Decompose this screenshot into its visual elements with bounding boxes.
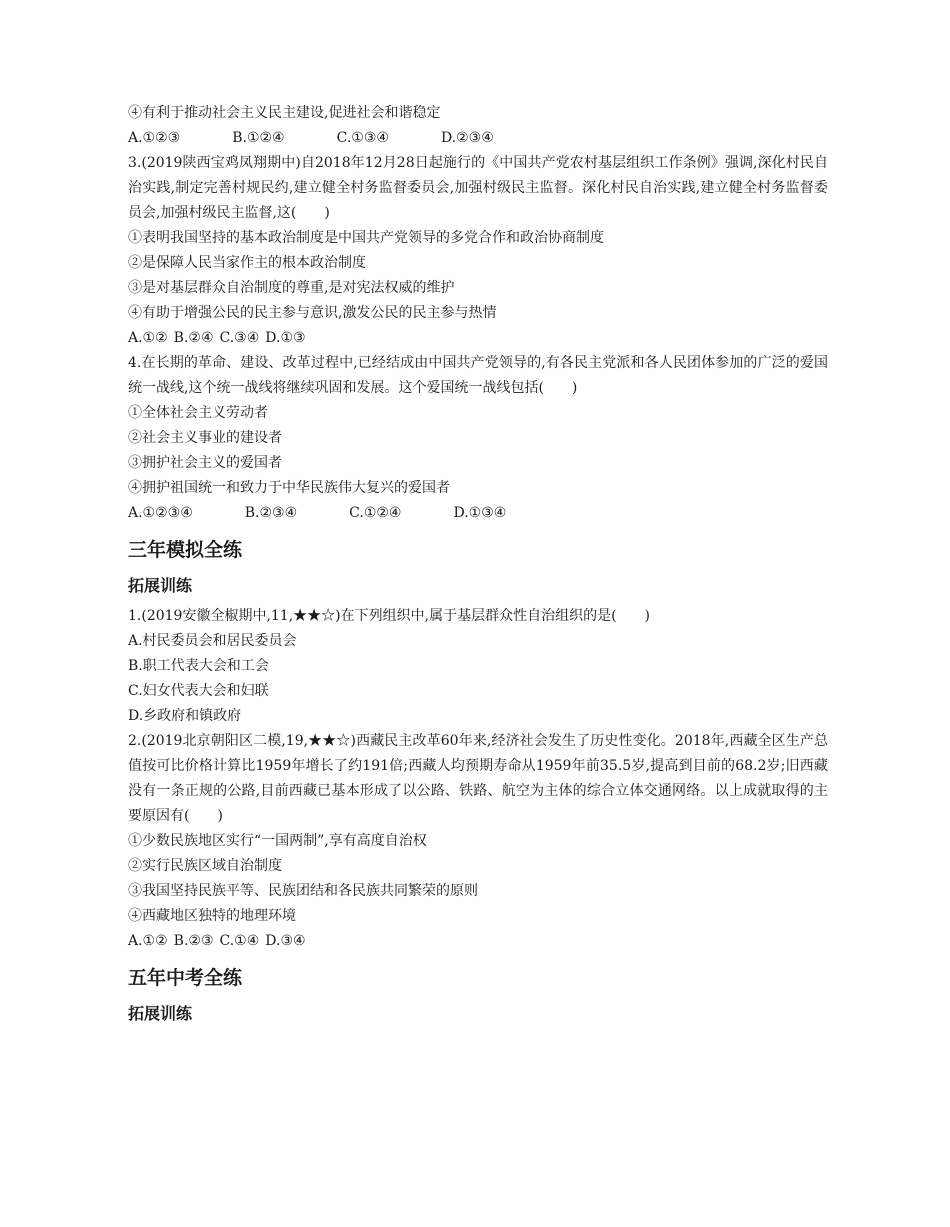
option-a: A.①② [128,933,168,949]
section-subtitle-three-year: 拓展训练 [128,576,193,595]
s1-q1-stem: 1.(2019安徽全椒期中,11,★★☆)在下列组织中,属于基层群众性自治组织的是( ) [128,608,650,624]
q2-options [128,126,828,151]
q3-stem: 3.(2019陕西宝鸡凤翔期中)自2018年12月28日起施行的《中国共产党农村基层组织工作条例》强调,深化村民自治实践,制定完善村规民约,建立健全村务监督委员会,加强村级民主监督。深化村民自治实践,建立健全村务监督委员会,加强村级民主监督,这( ) [128,155,828,221]
q2-item-4: ④有利于推动社会主义民主建设,促进社会和谐稳定 [128,105,441,121]
option-d: D.②③④ [440,130,494,146]
q3-item-1: ①表明我国坚持的基本政治制度是中国共产党领导的多党合作和政治协商制度 [128,230,604,246]
q4-item-4: ④拥护祖国统一和致力于中华民族伟大复兴的爱国者 [128,480,450,496]
s1-q1-option-b: B.职工代表大会和工会 [128,658,269,674]
option-b: B.②③ [173,933,214,949]
option-c: C.③④ [219,330,260,346]
option-a: A.①②③④ [128,505,193,521]
option-c: C.①④ [219,933,260,949]
q3-options [128,326,828,351]
s1-q2-options [128,929,828,954]
option-d: D.③④ [265,933,306,949]
option-b: B.②④ [173,330,214,346]
q4-item-1: ①全体社会主义劳动者 [128,405,268,421]
q3-item-4: ④有助于增强公民的民主参与意识,激发公民的民主参与热情 [128,305,497,321]
s1-q2-item-1: ①少数民族地区实行“一国两制”,享有高度自治权 [128,833,427,849]
option-c: C.①③④ [336,130,389,146]
option-a: A.①② [128,330,168,346]
q4-item-2: ②社会主义事业的建设者 [128,430,282,446]
section-title-five-year: 五年中考全练 [128,967,243,989]
option-b: B.①②④ [232,130,285,146]
s1-q2-item-4: ④西藏地区独特的地理环境 [128,908,296,924]
s1-q2-stem: 2.(2019北京朝阳区二模,19,★★☆)西藏民主改革60年来,经济社会发生了历史性变化。2018年,西藏全区生产总值按可比价格计算比1959年增长了约191倍;西藏人均预期寿命从1959年前35.5岁,提高到目前的68.2岁;旧西藏没有一条正规的公路,目前西藏已基本形成了以公路、铁路、航空为主体的综合立体交通网络。以上成就取得的主要原因有( ) [128,733,828,824]
option-d: D.①③④ [453,505,507,521]
option-b: B.②③④ [244,505,298,521]
s1-q1-option-c: C.妇女代表大会和妇联 [128,683,269,699]
q3-item-3: ③是对基层群众自治制度的尊重,是对宪法权威的维护 [128,280,455,296]
option-d: D.①③ [265,330,306,346]
q4-stem: 4.在长期的革命、建设、改革过程中,已经结成由中国共产党领导的,有各民主党派和各人民团体参加的广泛的爱国统一战线,这个统一战线将继续巩固和发展。这个爱国统一战线包括( ) [128,355,828,396]
q3-item-2: ②是保障人民当家作主的根本政治制度 [128,255,366,271]
s1-q1-option-d: D.乡政府和镇政府 [128,708,242,724]
section-subtitle-five-year: 拓展训练 [128,1004,193,1023]
section-title-three-year: 三年模拟全练 [128,539,243,561]
s1-q2-item-3: ③我国坚持民族平等、民族团结和各民族共同繁荣的原则 [128,883,478,899]
option-a: A.①②③ [128,130,181,146]
s1-q2-item-2: ②实行民族区域自治制度 [128,858,282,874]
option-c: C.①②④ [349,505,402,521]
page-content [128,101,828,1032]
q4-options [128,501,828,526]
s1-q1-option-a: A.村民委员会和居民委员会 [128,633,297,649]
q4-item-3: ③拥护社会主义的爱国者 [128,455,282,471]
